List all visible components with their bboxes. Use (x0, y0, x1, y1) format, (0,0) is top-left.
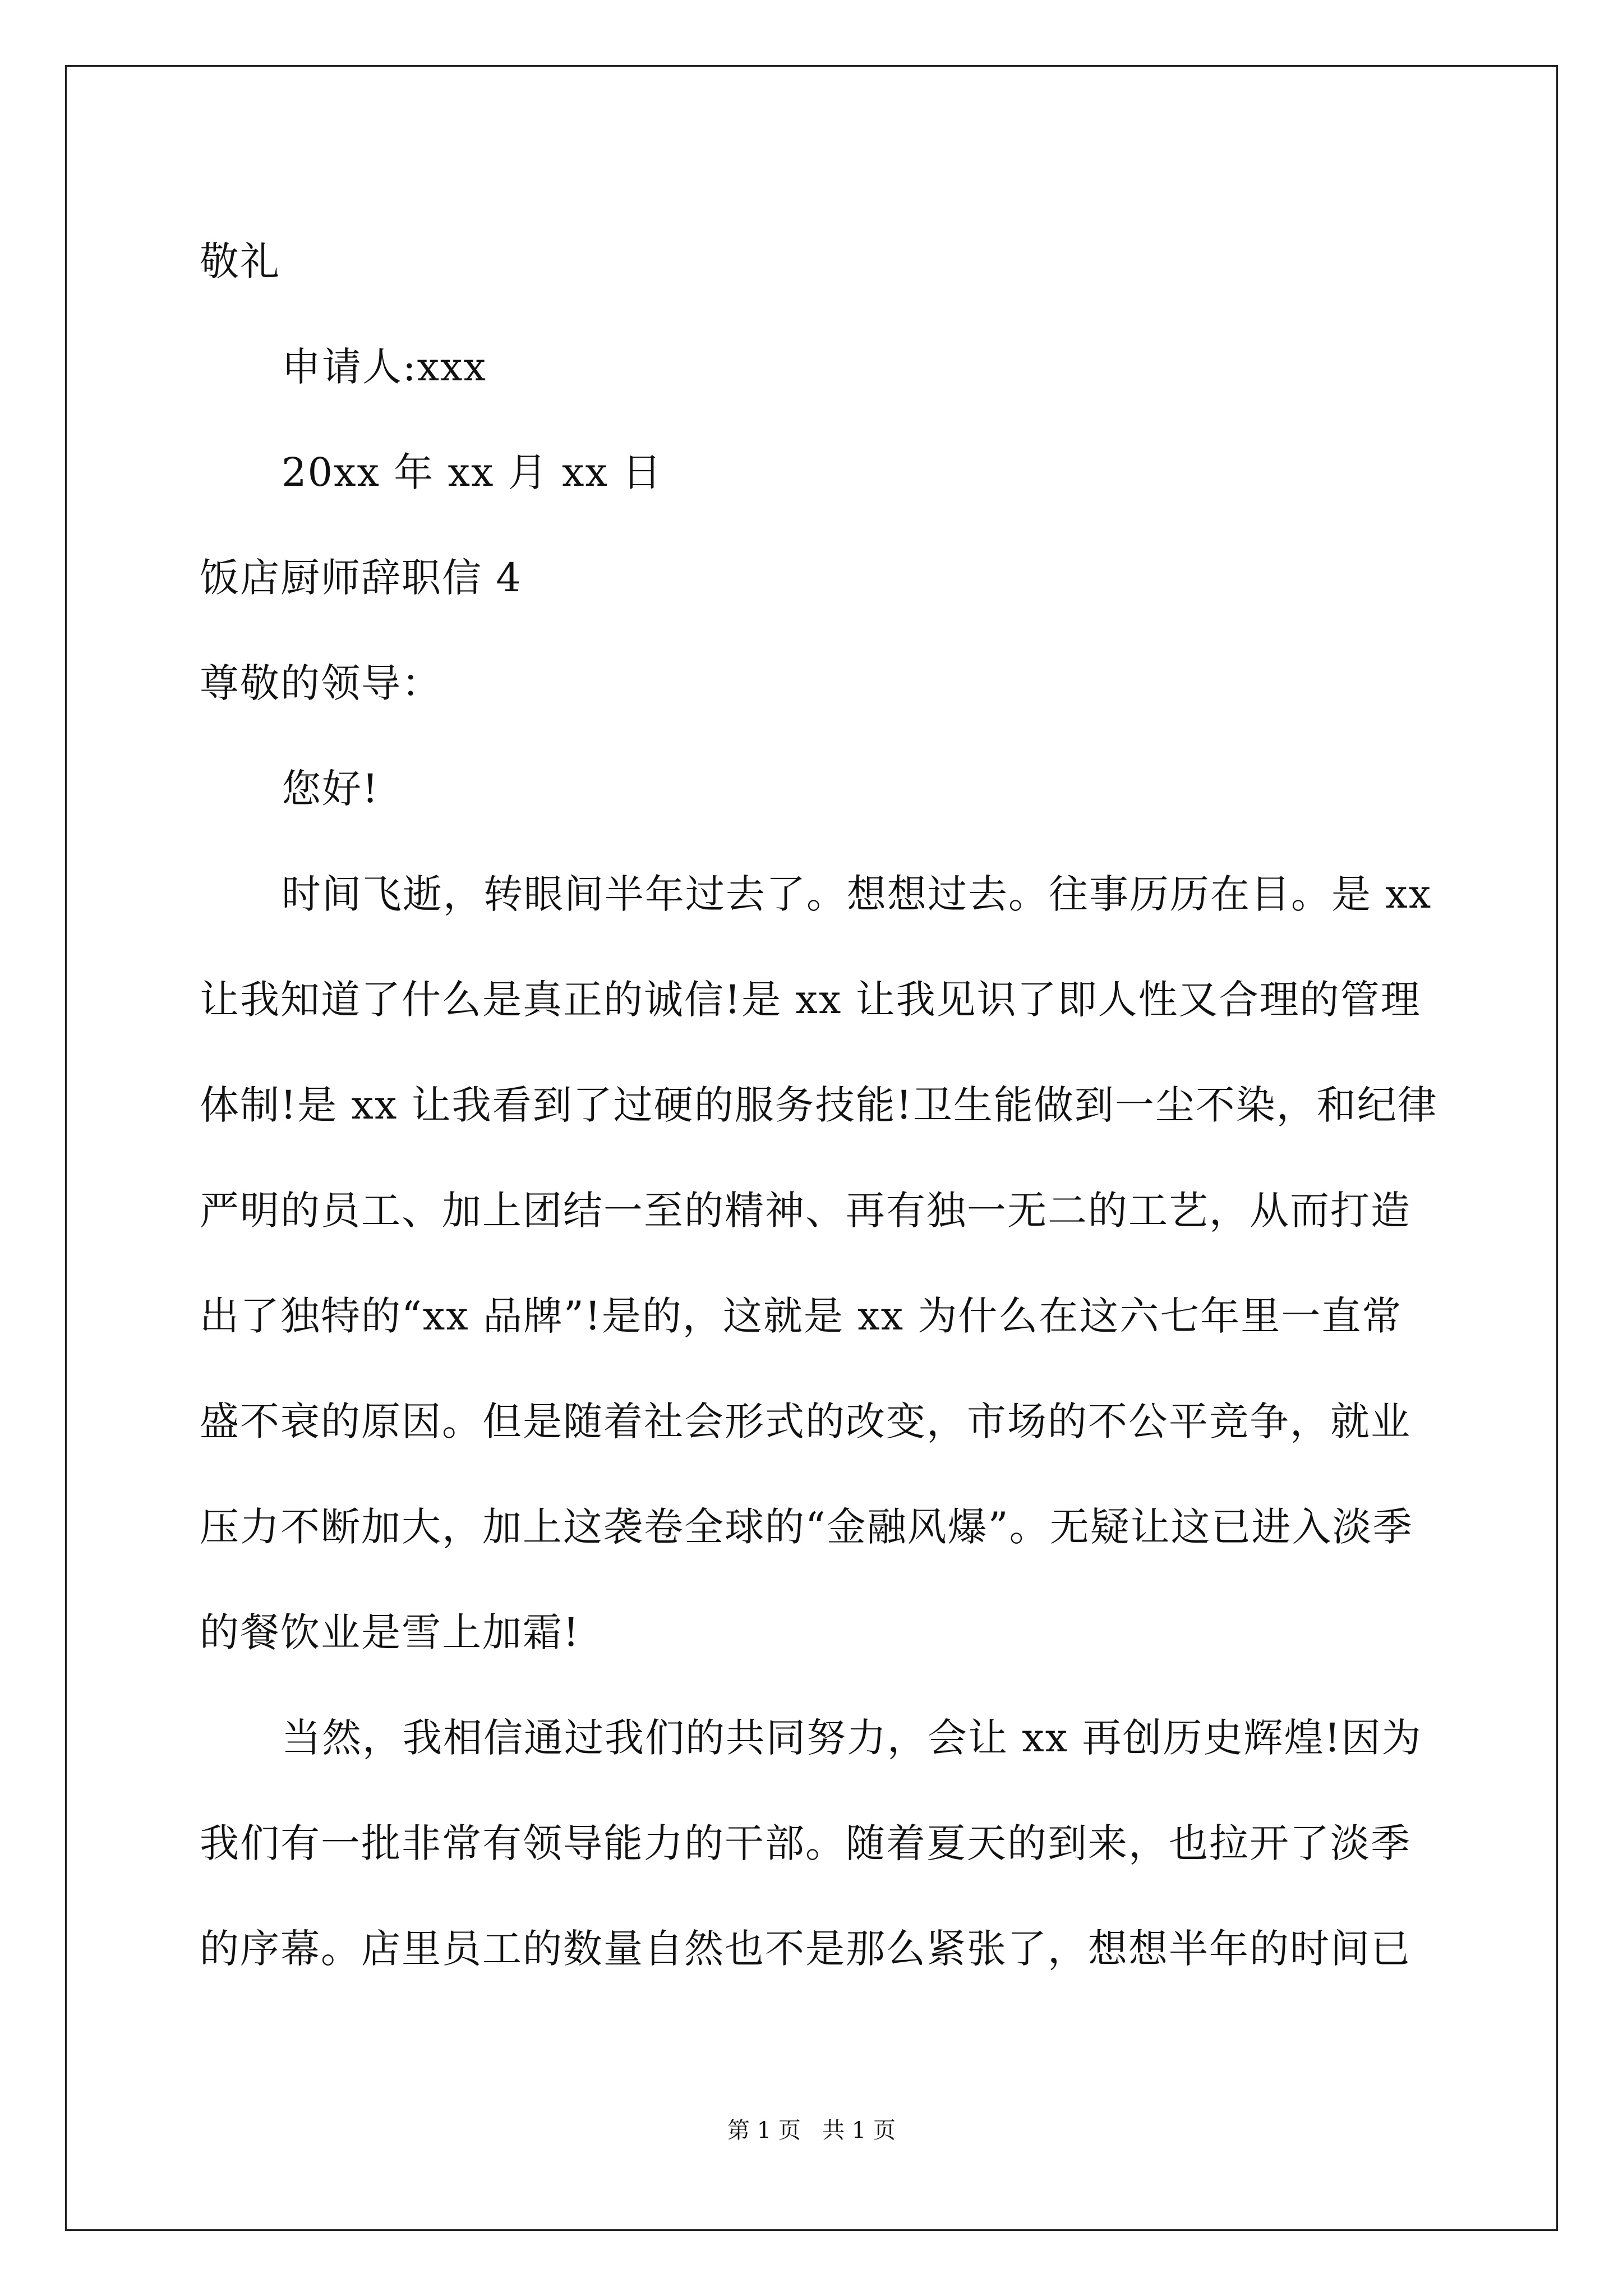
text-line: 20xx 年 xx 月 xx 日 (282, 449, 663, 495)
paragraph-line: 盛不衰的原因。但是随着社会形式的改变，市场的不公平竞争，就业 (200, 1398, 1411, 1444)
paragraph-line: 时间飞逝，转眼间半年过去了。想想过去。往事历历在目。是 xx (282, 871, 1432, 917)
paragraph-line: 的餐饮业是雪上加霜! (200, 1609, 580, 1655)
salutation: 尊敬的领导： (200, 660, 442, 706)
text-line: 申请人:xxx (282, 344, 487, 390)
text-line: 敬礼 (200, 238, 280, 284)
paragraph-line: 的序幕。店里员工的数量自然也不是那么紧张了，想想半年的时间已 (200, 1926, 1411, 1972)
letter-body (200, 209, 1438, 2001)
paragraph-line: 压力不断加大，加上这袭卷全球的“金融风爆”。无疑让这已进入淡季 (200, 1504, 1413, 1550)
paragraph-line: 体制!是 xx 让我看到了过硬的服务技能!卫生能做到一尘不染，和纪律 (200, 1082, 1438, 1128)
greeting: 您好! (282, 766, 380, 812)
paragraph-line: 当然，我相信通过我们的共同努力，会让 xx 再创历史辉煌!因为 (282, 1715, 1422, 1761)
paragraph-line: 出了独特的“xx 品牌”!是的，这就是 xx 为什么在这六七年里一直常 (200, 1293, 1403, 1339)
paragraph-line: 我们有一批非常有领导能力的干部。随着夏天的到来，也拉开了淡季 (200, 1820, 1411, 1866)
section-title: 饭店厨师辞职信 4 (200, 555, 522, 601)
paragraph-line: 严明的员工、加上团结一至的精神、再有独一无二的工艺，从而打造 (200, 1188, 1411, 1234)
paragraph-line: 让我知道了什么是真正的诚信!是 xx 让我见识了即人性又合理的管理 (200, 977, 1421, 1023)
page-footer: 第 1 页 共 1 页 (727, 2118, 896, 2143)
